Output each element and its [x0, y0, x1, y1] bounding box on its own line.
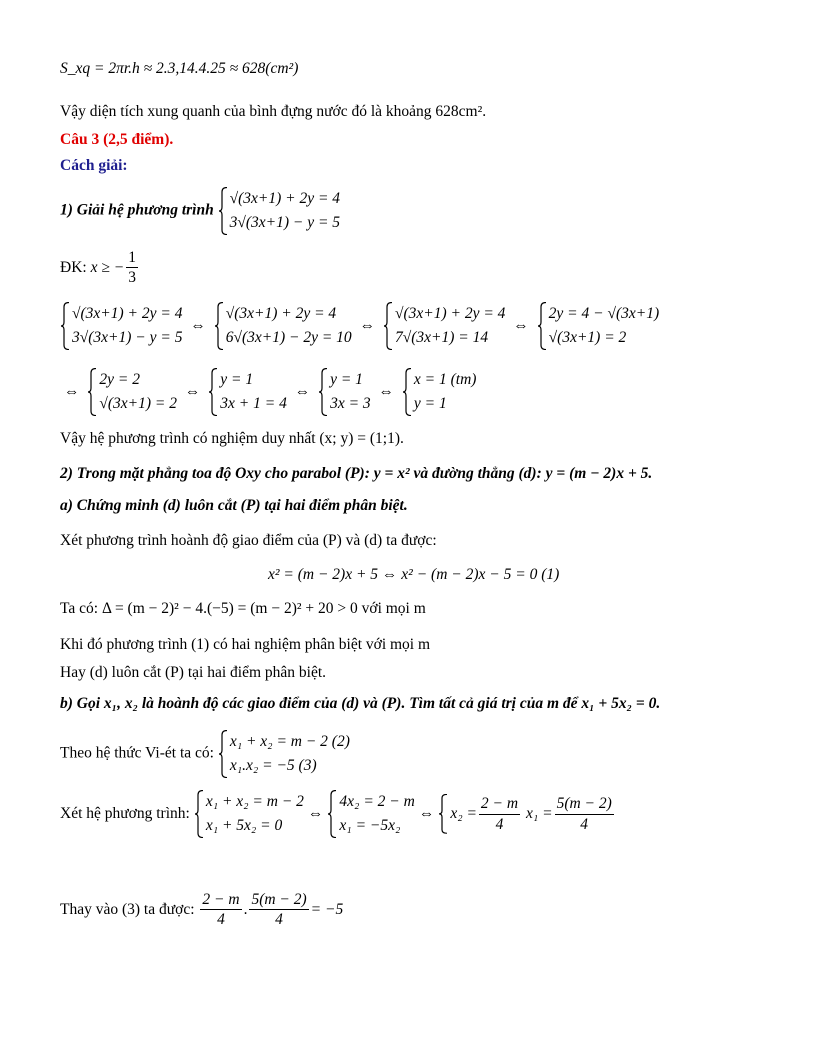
equivalence-arrow: ⇔ [359, 316, 376, 334]
system-step [537, 302, 659, 350]
substitute-label: Thay vào (3) ta được: [60, 900, 195, 918]
vieta-line [60, 730, 350, 778]
substitute-line [60, 890, 343, 930]
fraction-numerator: 2 − m [200, 890, 241, 910]
equivalence-arrow: ⇔ [418, 804, 435, 822]
system-row: x₁ = −5x₂ [339, 817, 401, 835]
equation-rhs: = −5 [310, 900, 344, 918]
domain-condition [60, 248, 140, 288]
dk-expression: x ≥ − [90, 258, 125, 276]
brace-icon [218, 730, 228, 778]
system-row: 2y = 4 − √(3x+1) [548, 305, 660, 322]
system-row: x₁.x₂ = −5 (3) [229, 757, 317, 775]
vieta-system [218, 730, 350, 778]
equivalence-arrow: ⇔ [513, 316, 529, 334]
brace-icon [402, 368, 412, 416]
system-step [318, 368, 371, 416]
system-row: x = 1 (tm) [413, 371, 477, 388]
fraction-numerator: 5(m − 2) [555, 794, 614, 814]
system-row: 3√(3x+1) − y = 5 [72, 329, 183, 347]
surface-area-formula: S_xq = 2πr.h ≈ 2.3,14.4.25 ≈ 628(cm²) [60, 60, 299, 77]
discriminant-line: Ta có: Δ = (m − 2)² − 4.(−5) = (m − 2)² + 20 > 0 với mọi m [60, 600, 426, 617]
intersection-intro: Xét phương trình hoành độ giao điểm của (P) và (d) ta được: [60, 532, 437, 549]
brace-icon [214, 302, 224, 350]
brace-icon [208, 368, 218, 416]
system-row: √(3x+1) + 2y = 4 [229, 190, 341, 207]
brace-icon [537, 302, 547, 350]
system-row: y = 1 [413, 395, 447, 413]
two-roots-line: Khi đó phương trình (1) có hai nghiệm phân biệt với mọi m [60, 636, 431, 653]
brace-icon [318, 368, 328, 416]
system-row: 6√(3x+1) − 2y = 10 [225, 329, 352, 347]
system-row: y = 1 [330, 371, 363, 388]
system-row [450, 794, 522, 834]
part-1-title: 1) Giải hệ phương trình [60, 201, 214, 219]
equivalence-arrow: ⇔ [184, 382, 201, 400]
row-lhs: x₂ = [450, 805, 477, 822]
brace-icon [87, 368, 97, 416]
fraction-numerator: 1 [126, 248, 138, 268]
system-solution-conclusion: Vậy hệ phương trình có nghiệm duy nhất (x; y) = (1;1). [60, 430, 404, 447]
part-2-heading: 2) Trong mặt phẳng toa độ Oxy cho parabol (P): y = x² và đường thẳng (d): y = (m − 2)x + 5. [60, 465, 653, 482]
system-row: x₁ + x₂ = m − 2 [205, 793, 304, 810]
system-row: √(3x+1) + 2y = 4 [72, 305, 183, 322]
system-step [208, 368, 287, 416]
vieta-label: Theo hệ thức Vi-ét ta có: [60, 744, 214, 762]
surface-area-conclusion: Vậy diện tích xung quanh của bình đựng nước đó là khoảng 628cm². [60, 103, 487, 120]
part-1-heading [60, 187, 340, 235]
multiply-dot: . [243, 900, 248, 918]
system-row: 7√(3x+1) = 14 [394, 329, 489, 347]
equivalence-arrow: ⇔ [378, 382, 395, 400]
brace-icon [60, 302, 70, 350]
brace-icon [438, 794, 448, 834]
system-step [194, 790, 304, 838]
fraction-denominator: 4 [217, 911, 225, 929]
consider-label: Xét hệ phương trình: [60, 804, 190, 822]
system-row: √(3x+1) = 2 [99, 395, 178, 413]
solve-chain-1 [60, 302, 659, 350]
system-row: 2y = 2 [99, 371, 140, 388]
dk-fraction [126, 248, 138, 288]
solution-heading: Cách giải: [60, 157, 128, 174]
system-row: x₁ + x₂ = m − 2 (2) [229, 733, 350, 750]
fraction-denominator: 4 [495, 815, 504, 833]
consider-system-line [60, 790, 616, 838]
system-step [383, 302, 505, 350]
part-2a-conclusion: Hay (d) luôn cắt (P) tại hai điểm phân biệt. [60, 664, 327, 681]
fraction-denominator: 3 [128, 269, 136, 287]
system-step [438, 794, 615, 834]
row-lhs: x₁ = [525, 805, 553, 822]
fraction [479, 794, 520, 834]
system-step [60, 302, 182, 350]
system-row: √(3x+1) + 2y = 4 [394, 305, 506, 322]
fraction-denominator: 4 [275, 911, 283, 929]
system-row: √(3x+1) = 2 [548, 329, 627, 347]
brace-icon [327, 790, 337, 838]
system-step [402, 368, 477, 416]
part-2a-heading: a) Chứng minh (d) luôn cắt (P) tại hai điểm phân biệt. [60, 497, 408, 514]
system-row [526, 794, 616, 834]
fraction-numerator: 5(m − 2) [249, 890, 308, 910]
brace-icon [218, 187, 228, 235]
brace-icon [194, 790, 204, 838]
system-step [87, 368, 177, 416]
fraction [200, 890, 241, 930]
fraction-numerator: 2 − m [479, 794, 520, 814]
fraction [249, 890, 308, 930]
equivalence-arrow: ⇔ [294, 382, 311, 400]
equivalence-arrow: ⇔ [307, 804, 324, 822]
question-3-heading: Câu 3 (2,5 điểm). [60, 131, 174, 148]
system-row: 3x = 3 [330, 395, 371, 413]
system-row: 3x + 1 = 4 [220, 395, 287, 413]
system-step [214, 302, 352, 350]
system-row: 4x₂ = 2 − m [339, 793, 415, 810]
solve-chain-2 [60, 368, 476, 416]
system-step [327, 790, 414, 838]
system-row: √(3x+1) + 2y = 4 [225, 305, 337, 322]
system-1 [218, 187, 340, 235]
part-2b-heading: b) Gọi x₁, x₂ là hoành độ các giao điểm của (d) và (P). Tìm tất cả giá trị của m để x₁ + 5x₂ = 0. [60, 695, 661, 712]
equivalence-arrow: ⇔ [190, 316, 206, 334]
fraction-denominator: 4 [580, 815, 589, 833]
system-row: x₁ + 5x₂ = 0 [205, 817, 283, 835]
intersection-equation: x² = (m − 2)x + 5 ⇔ x² − (m − 2)x − 5 = 0 (1) [268, 566, 560, 583]
equivalence-arrow: ⇔ [64, 382, 80, 400]
system-row: y = 1 [220, 371, 254, 388]
dk-label: ĐK: [60, 258, 87, 276]
brace-icon [383, 302, 393, 350]
system-row: 3√(3x+1) − y = 5 [229, 214, 341, 232]
fraction [555, 794, 614, 834]
